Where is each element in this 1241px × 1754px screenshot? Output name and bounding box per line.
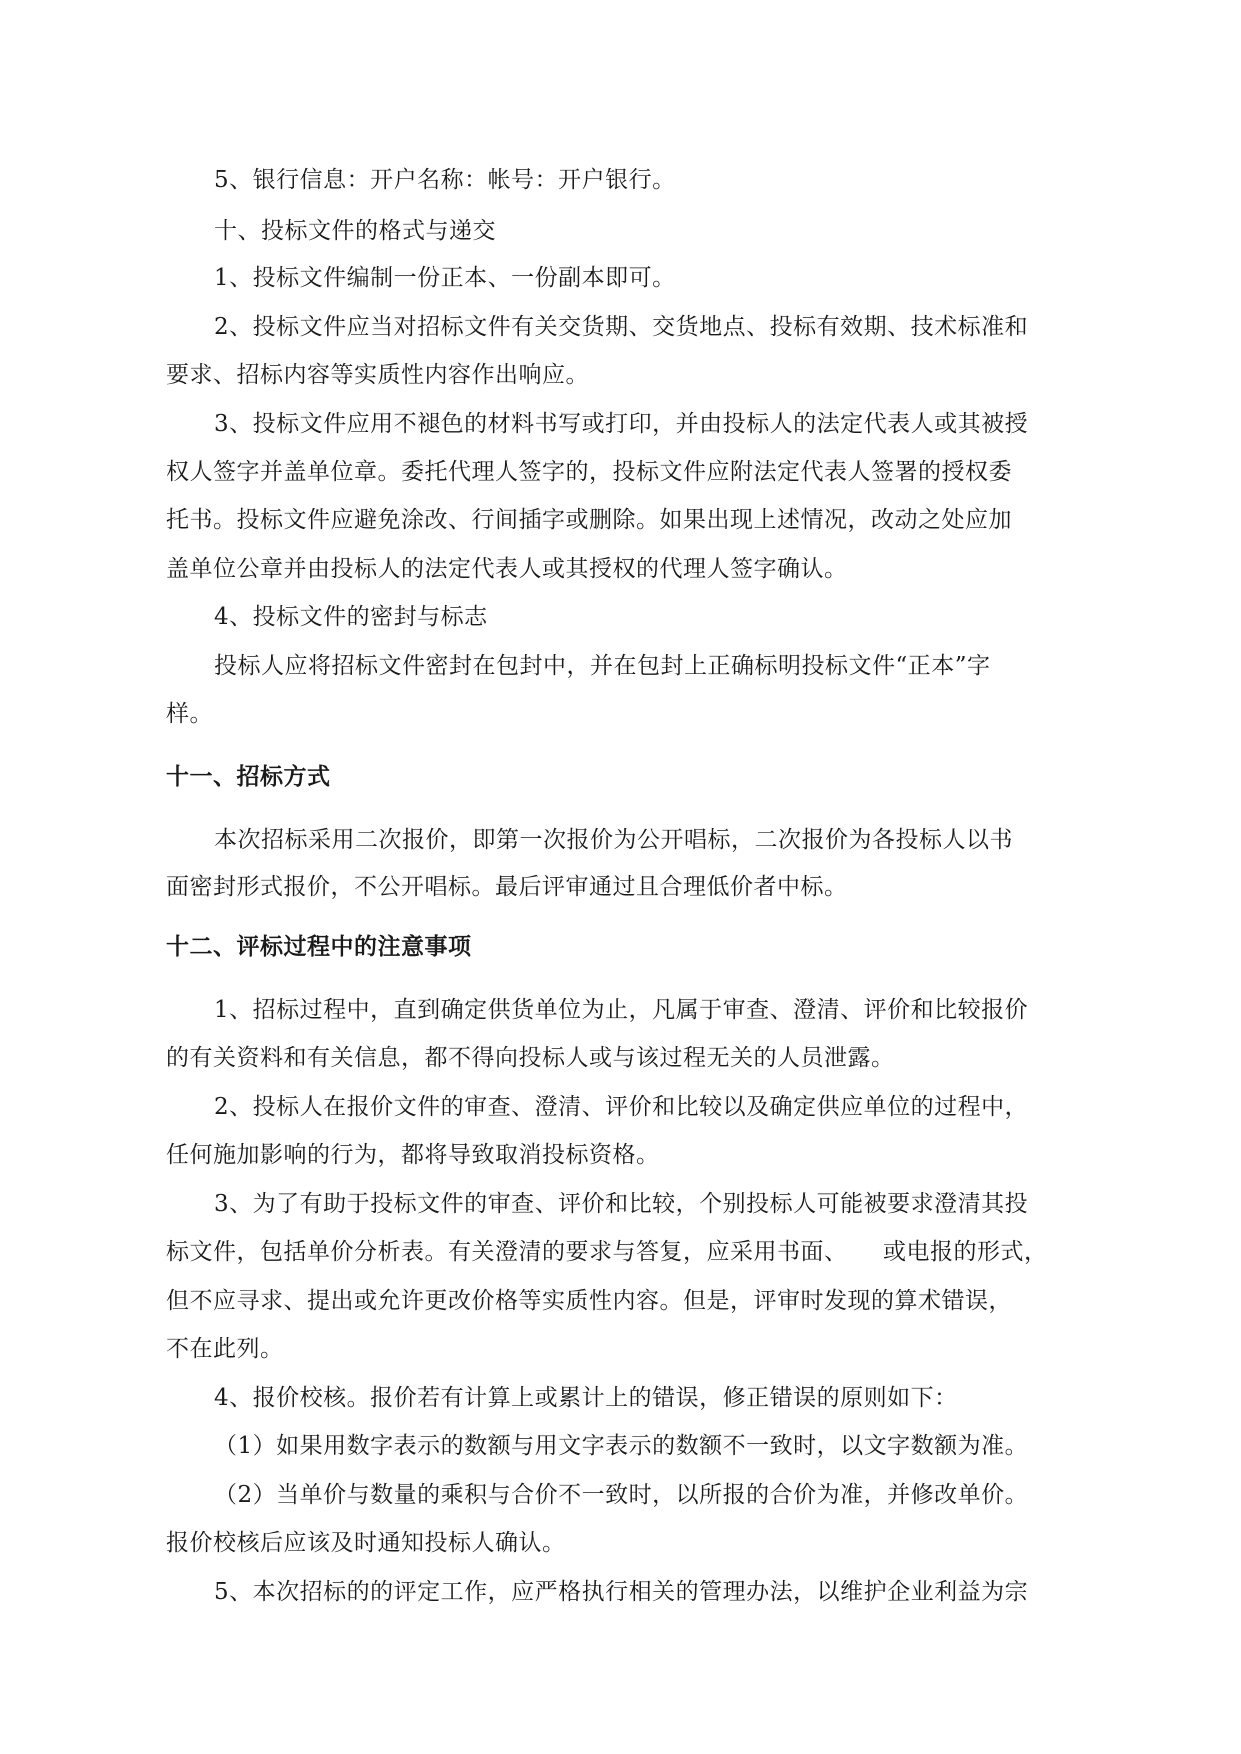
paragraph-line: 3、投标文件应用不褪色的材料书写或打印，并由投标人的法定代表人或其被授	[214, 411, 1029, 437]
paragraph-line: 1、投标文件编制一份正本、一份副本即可。	[214, 265, 676, 291]
paragraph-line: 2、投标文件应当对招标文件有关交货期、交货地点、投标有效期、技术标准和	[214, 314, 1029, 340]
paragraph-line: 报价校核后应该及时通知投标人确认。	[166, 1530, 566, 1556]
paragraph-line: 样。	[166, 701, 213, 727]
paragraph-line: 任何施加影响的行为，都将导致取消投标资格。	[166, 1142, 660, 1168]
paragraph-line: （2）当单价与数量的乘积与合价不一致时，以所报的合价为准，并修改单价。	[214, 1482, 1029, 1508]
paragraph-line: 4、投标文件的密封与标志	[214, 604, 488, 630]
paragraph-line: 标文件，包括单价分析表。有关澄清的要求与答复，应采用书面、 或电报的形式，	[166, 1239, 1048, 1265]
section-heading: 十二、评标过程中的注意事项	[166, 934, 472, 960]
paragraph-line: （1）如果用数字表示的数额与用文字表示的数额不一致时，以文字数额为准。	[214, 1433, 1029, 1459]
paragraph-line: 5、银行信息：开户名称：帐号：开户银行。	[214, 167, 676, 193]
paragraph-line: 5、本次招标的的评定工作，应严格执行相关的管理办法，以维护企业利益为宗	[214, 1579, 1029, 1605]
paragraph-line: 托书。投标文件应避免涂改、行间插字或删除。如果出现上述情况，改动之处应加	[166, 507, 1012, 533]
paragraph-line: 4、报价校核。报价若有计算上或累计上的错误，修正错误的原则如下：	[214, 1385, 958, 1411]
paragraph-line: 本次招标采用二次报价，即第一次报价为公开唱标，二次报价为各投标人以书	[214, 827, 1013, 853]
paragraph-line: 权人签字并盖单位章。委托代理人签字的，投标文件应附法定代表人签署的授权委	[166, 459, 1012, 485]
paragraph-line: 盖单位公章并由投标人的法定代表人或其授权的代理人签字确认。	[166, 556, 848, 582]
paragraph-line: 但不应寻求、提出或允许更改价格等实质性内容。但是，评审时发现的算术错误，	[166, 1288, 1012, 1314]
paragraph-line: 投标人应将招标文件密封在包封中，并在包封上正确标明投标文件“正本”字	[214, 653, 991, 679]
paragraph-line: 不在此列。	[166, 1336, 284, 1362]
paragraph-line: 3、为了有助于投标文件的审查、评价和比较，个别投标人可能被要求澄清其投	[214, 1191, 1029, 1217]
section-heading: 十、投标文件的格式与递交	[214, 218, 496, 244]
section-heading: 十一、招标方式	[166, 764, 331, 790]
paragraph-line: 2、投标人在报价文件的审查、澄清、评价和比较以及确定供应单位的过程中，	[214, 1094, 1029, 1120]
paragraph-line: 要求、招标内容等实质性内容作出响应。	[166, 362, 589, 388]
paragraph-line: 面密封形式报价，不公开唱标。最后评审通过且合理低价者中标。	[166, 874, 848, 900]
paragraph-line: 1、招标过程中，直到确定供货单位为止，凡属于审查、澄清、评价和比较报价	[214, 997, 1029, 1023]
paragraph-line: 的有关资料和有关信息，都不得向投标人或与该过程无关的人员泄露。	[166, 1045, 895, 1071]
